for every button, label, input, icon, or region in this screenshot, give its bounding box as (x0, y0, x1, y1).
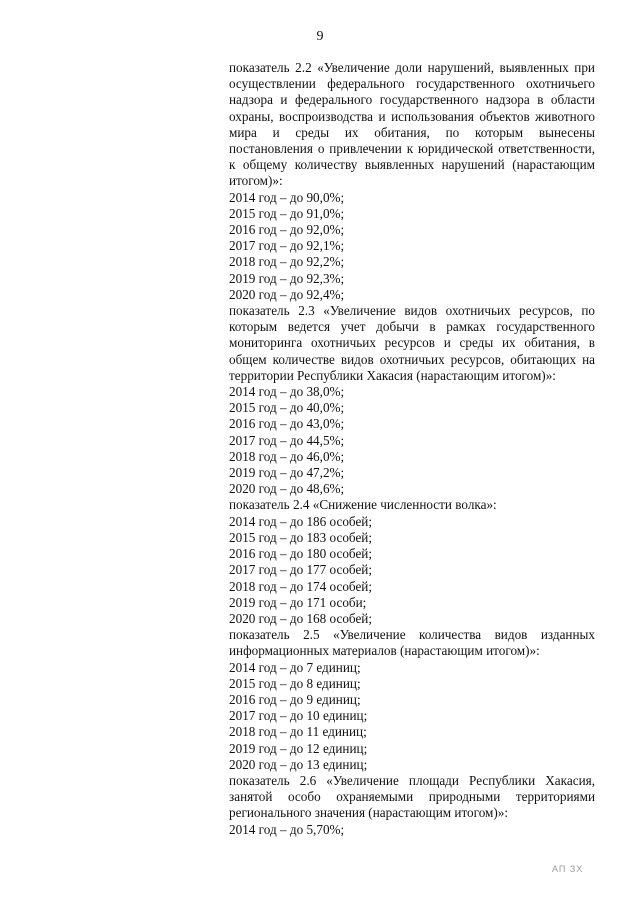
indicator-value: 2014 год – до 186 особей; (229, 513, 373, 529)
indicator-value: 2020 год – до 48,6%; (229, 481, 345, 497)
indicator-value: 2018 год – до 11 единиц; (229, 724, 367, 740)
indicator-value: 2016 год – до 180 особей; (229, 546, 373, 562)
indicator-value: 2017 год – до 44,5%; (229, 432, 345, 448)
indicator-value: 2019 год – до 171 особи; (229, 594, 367, 610)
indicator-2-2 (229, 60, 595, 303)
page-number: 9 (316, 29, 324, 44)
indicator-value: 2020 год – до 92,4%; (229, 286, 345, 302)
indicator-value: 2016 год – до 9 единиц; (229, 691, 361, 707)
indicator-value: 2020 год – до 13 единиц; (229, 756, 368, 772)
indicator-value: 2014 год – до 7 единиц; (229, 659, 361, 675)
indicator-title: показатель 2.6 «Увеличение площади Республики Хакасия, занятой особо охраняемыми природными территориями регионального значения (нарастающим итогом)»: (229, 772, 595, 821)
indicator-value: 2015 год – до 8 единиц; (229, 675, 361, 691)
indicator-2-6 (229, 773, 595, 838)
indicator-value: 2014 год – до 90,0%; (229, 189, 345, 205)
footer-mark: АП ЗХ (552, 864, 584, 874)
indicator-value: 2019 год – до 92,3%; (229, 270, 345, 286)
indicator-2-4 (229, 497, 595, 627)
indicator-value: 2017 год – до 10 единиц; (229, 708, 368, 724)
indicator-value: 2016 год – до 92,0%; (229, 222, 345, 238)
indicator-value: 2019 год – до 47,2%; (229, 465, 345, 481)
indicator-title: показатель 2.5 «Увеличение количества видов изданных информационных материалов (нарастающим итогом)»: (229, 627, 595, 659)
indicator-value: 2018 год – до 174 особей; (229, 578, 373, 594)
indicator-value: 2019 год – до 12 единиц; (229, 740, 368, 756)
indicator-value: 2014 год – до 38,0%; (229, 384, 345, 400)
indicator-value: 2018 год – до 46,0%; (229, 448, 345, 464)
indicator-2-5 (229, 627, 595, 773)
indicator-value: 2014 год – до 5,70%; (229, 821, 345, 837)
indicator-value: 2020 год – до 168 особей; (229, 610, 373, 626)
indicator-value: 2018 год – до 92,2%; (229, 254, 345, 270)
indicator-2-3 (229, 303, 595, 497)
document-body (229, 60, 595, 838)
indicator-value: 2015 год – до 183 особей; (229, 529, 373, 545)
indicator-value: 2017 год – до 177 особей; (229, 562, 373, 578)
indicator-value: 2016 год – до 43,0%; (229, 416, 345, 432)
indicator-value: 2015 год – до 91,0%; (229, 205, 345, 221)
indicator-title: показатель 2.2 «Увеличение доли нарушений, выявленных при осуществлении федерального государственного охотничьего надзора и федерального государственного надзора в области охраны, воспроизводства и использования объектов животного мира и среды их обитания, по которым вынесены постановления о привлечении к юридической ответственности, к общему количеству выявленных нарушений (нарастающим итогом)»: (229, 60, 595, 189)
indicator-value: 2015 год – до 40,0%; (229, 400, 345, 416)
indicator-title: показатель 2.3 «Увеличение видов охотничьих ресурсов, по которым ведется учет добычи в рамках государственного мониторинга охотничьих ресурсов и среды их обитания, в общем количестве видов охотничьих ресурсов, обитающих на территории Республики Хакасия (нарастающим итогом)»: (229, 303, 595, 383)
indicator-title: показатель 2.4 «Снижение численности волка»: (229, 497, 497, 513)
indicator-value: 2017 год – до 92,1%; (229, 238, 345, 254)
